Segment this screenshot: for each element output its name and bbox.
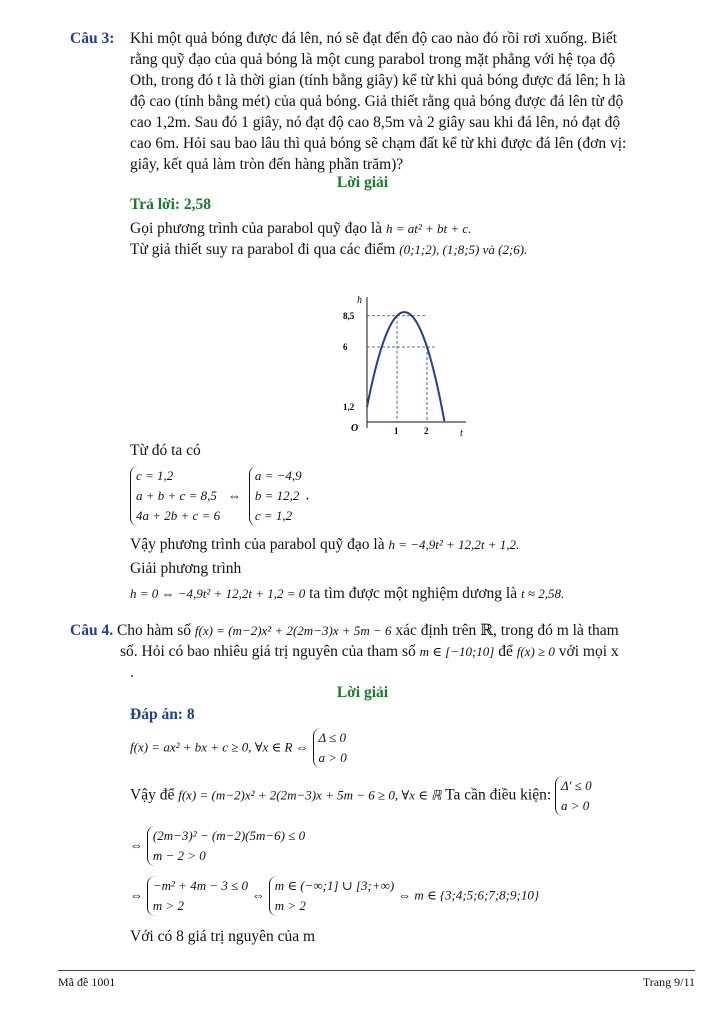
q3-from-that: Từ đó ta có <box>130 442 201 459</box>
q4-statement: Câu 4. Cho hàm số f(x) = (m−2)x² + 2(2m−3)x + 5m − 6 xác định trên ℝ, trong đó m là tham số. Hỏi có bao nhiêu giá trị nguyên của tham số m ∈ [−10;10] để f(x) ≥ 0 với mọi x . <box>70 622 619 681</box>
parabola-chart <box>335 272 475 438</box>
q3-label: Câu 3: <box>70 30 115 47</box>
q3-statement: Khi một quả bóng được đá lên, nó sẽ đạt đến độ cao nào đó rồi rơi xuống. Biết rằng quỹ đạo của quả bóng là một cung parabol trong mặt phẳng với hệ tọa độ Oth, trong đó t là thời gian (tính bằng giây) kể từ khi quả bóng được đá lên; h là độ cao (tính bằng mét) của quả bóng. Giả thiết rằng quả bóng được đá lên từ độ cao 1,2m. Sau đó 1 giây, nó đạt độ cao 8,5m và 2 giây sau khi đá lên, nó đạt độ cao 6m. Hỏi sau bao lâu thì quả bóng sẽ chạm đất kể từ khi được đá lên (đơn vị: giây, kết quả làm tròn đến hàng phần trăm)? <box>130 30 627 173</box>
y-tick-1: 6 <box>343 342 348 352</box>
q4-step2: ⇔ −m² + 4m − 3 ≤ 0 m > 2 ⇔ m ∈ (−∞;1] ∪ [3;+∞) m > 2 ⇔ m ∈ {3;4;5;6;7;8;9;10} <box>130 876 539 916</box>
q4-need: Vậy để f(x) = (m−2)x² + 2(2m−3)x + 5m − 6 ≥ 0, ∀x ∈ ℝ Ta cần điều kiện: Δ' ≤ 0 a > 0 <box>130 776 592 816</box>
q3-answer: Trả lời: 2,58 <box>130 196 212 213</box>
x-tick-2: 2 <box>424 426 429 436</box>
system-right: a = −4,9 b = 12,2 c = 1,2 <box>249 466 302 526</box>
q3-solve: h = 0 ⇔ −4,9t² + 12,2t + 1,2 = 0 ta tìm được một nghiệm dương là t ≈ 2,58. <box>130 585 565 602</box>
q4-answer: Đáp án: 8 <box>130 706 195 723</box>
footer-page: Trang 9/11 <box>642 975 695 989</box>
system-left: c = 1,2 a + b + c = 8,5 4a + 2b + c = 6 <box>130 466 220 526</box>
q3-solve-text: Giải phương trình <box>130 560 242 577</box>
q3-sol-line2: Từ giả thiết suy ra parabol đi qua các điểm (0;1;2), (1;8;5) và (2;6). <box>130 241 528 258</box>
q4-condition: f(x) = ax² + bx + c ≥ 0, ∀x ∈ R ⇔ Δ ≤ 0 a > 0 <box>130 728 347 768</box>
q3-sol-line1: Gọi phương trình của parabol quỹ đạo là h = at² + bt + c. <box>130 220 472 237</box>
x-axis-label: t <box>460 428 463 438</box>
q4-conclusion: Với có 8 giá trị nguyên của m <box>130 928 316 945</box>
x-tick-1: 1 <box>394 426 399 436</box>
y-axis-label: h <box>357 295 362 306</box>
page-footer <box>58 970 695 990</box>
footer-code: Mã đề 1001 <box>58 975 116 989</box>
q3-equation: Vậy phương trình của parabol quỹ đạo là h = −4,9t² + 12,2t + 1,2. <box>130 536 520 553</box>
q3-system: c = 1,2 a + b + c = 8,5 4a + 2b + c = 6 ⇔ a = −4,9 b = 12,2 c = 1,2 . <box>130 466 309 526</box>
q3-solution-heading: Lời giải <box>336 174 389 191</box>
y-tick-2: 8,5 <box>343 310 355 321</box>
parabola-curve <box>367 312 444 421</box>
q4-solution-heading: Lời giải <box>336 684 389 701</box>
q4-step1: ⇔ (2m−3)² − (m−2)(5m−6) ≤ 0 m − 2 > 0 <box>130 826 305 866</box>
y-tick-0: 1,2 <box>343 402 355 412</box>
origin-label: O <box>351 423 359 434</box>
